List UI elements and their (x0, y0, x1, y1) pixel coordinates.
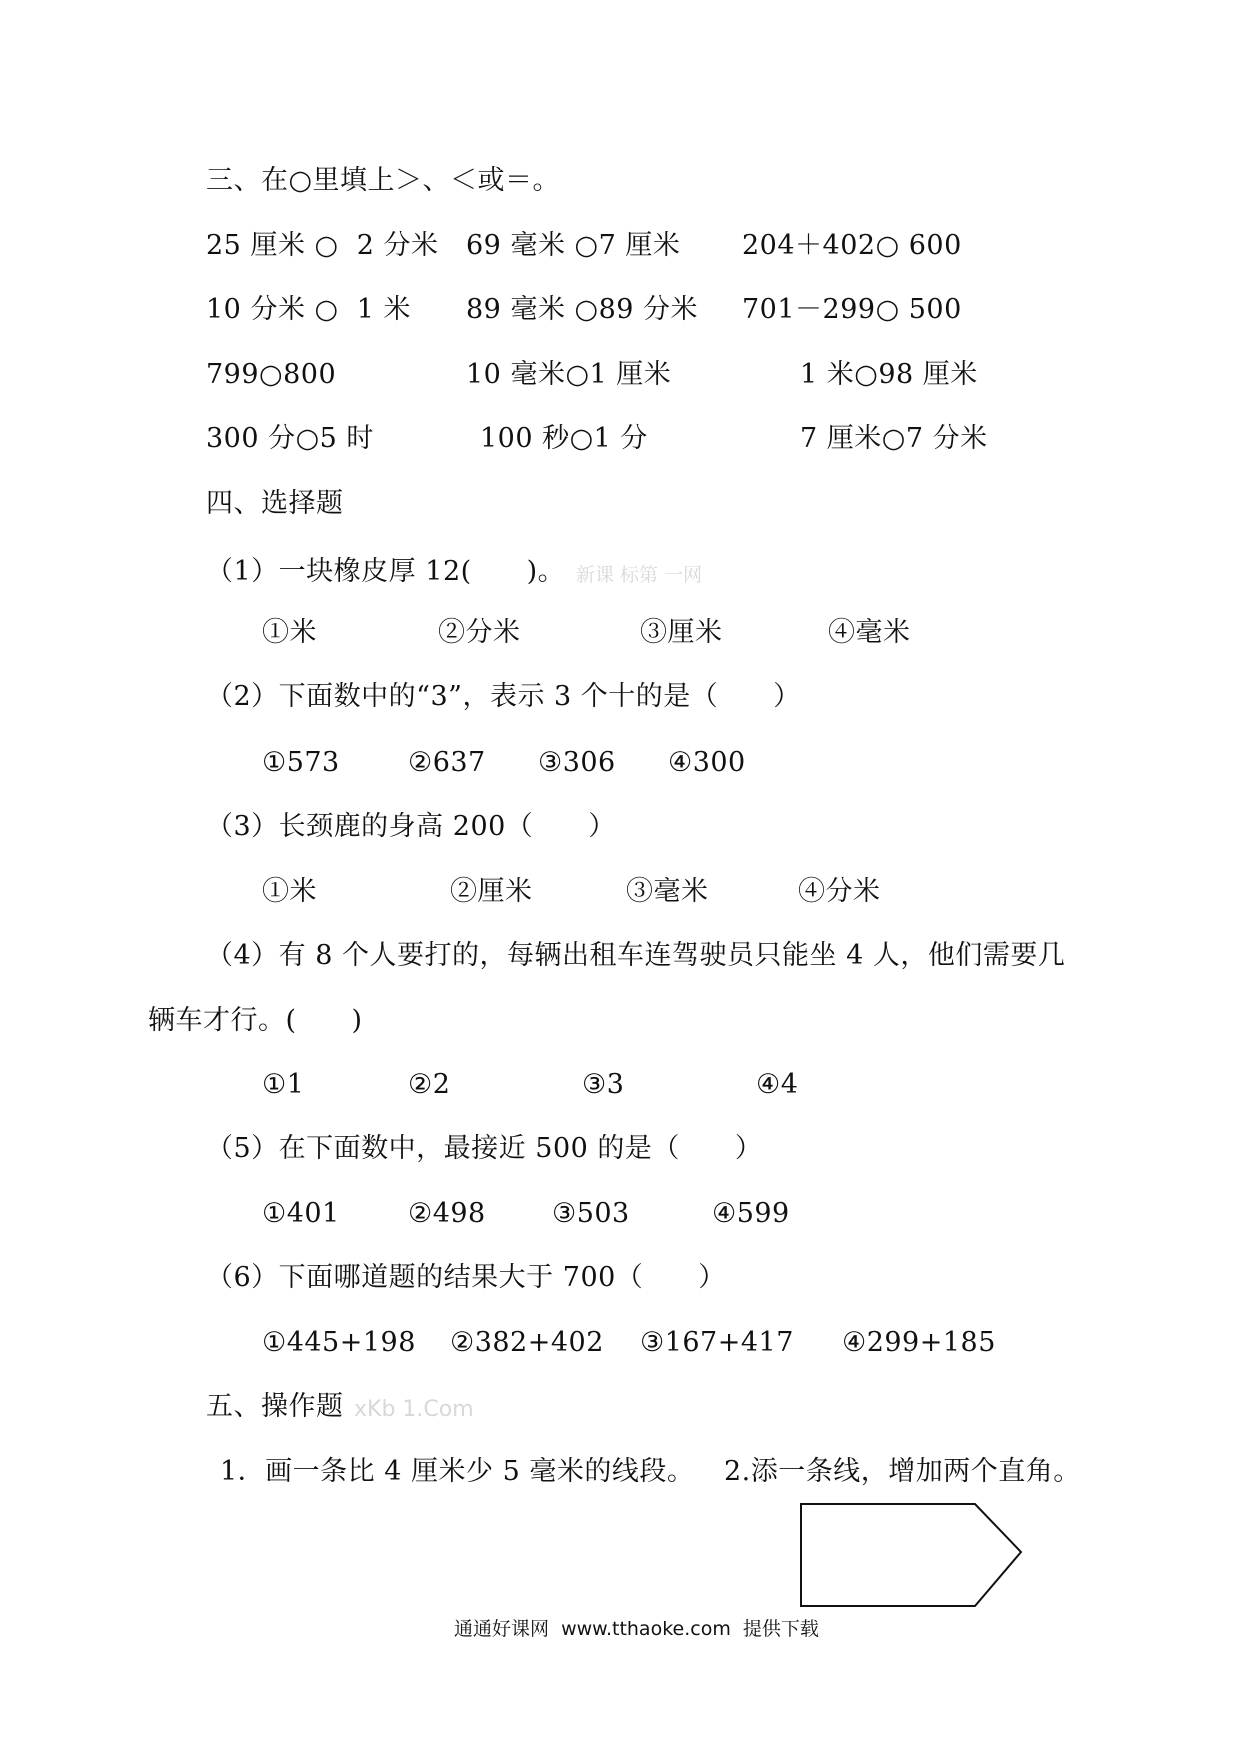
option-text: ③306 (538, 747, 616, 778)
option-text: ②637 (408, 747, 486, 778)
question-text: （3）长颈鹿的身高 200（ ） (206, 811, 616, 842)
option-text: ②厘米 (450, 876, 533, 907)
option-text: ③167+417 (640, 1327, 794, 1358)
option-text: ①1 (262, 1069, 305, 1100)
option-text: ③毫米 (626, 876, 709, 907)
option-text: ④毫米 (828, 617, 911, 648)
compare-item: 7 厘米○7 分米 (800, 423, 988, 454)
compare-item: 300 分○5 时 (206, 423, 374, 454)
operation-item: 2.添一条线，增加两个直角。 (724, 1456, 1081, 1487)
question-text: （1）一块橡皮厚 12( )。 (206, 556, 566, 587)
compare-item: 701－299○ 500 (742, 294, 962, 325)
compare-item: 10 分米 ○ 1 米 (206, 294, 412, 325)
compare-item: 10 毫米○1 厘米 (466, 359, 672, 390)
option-text: ①445+198 (262, 1327, 416, 1358)
question-text: （6）下面哪道题的结果大于 700（ ） (206, 1262, 726, 1293)
option-text: ③厘米 (640, 617, 723, 648)
option-text: ②2 (408, 1069, 451, 1100)
option-text: ①401 (262, 1198, 340, 1229)
option-text: ②分米 (438, 617, 521, 648)
compare-item: 100 秒○1 分 (480, 423, 648, 454)
question-text: （2）下面数中的“3”，表示 3 个十的是（ ） (206, 681, 801, 712)
compare-item: 799○800 (206, 359, 337, 390)
compare-item: 69 毫米 ○7 厘米 (466, 230, 681, 261)
option-text: ④4 (756, 1069, 799, 1100)
option-text: ③3 (582, 1069, 625, 1100)
question-text: （5）在下面数中，最接近 500 的是（ ） (206, 1133, 763, 1164)
question-text: （4）有 8 个人要打的，每辆出租车连驾驶员只能坐 4 人，他们需要几 (206, 940, 1066, 971)
footer-text: 通通好课网 www.tthaoke.com 提供下载 (454, 1618, 819, 1640)
compare-item: 89 毫米 ○89 分米 (466, 294, 699, 325)
option-text: ②498 (408, 1198, 486, 1229)
compare-item: 1 米○98 厘米 (800, 359, 978, 390)
option-text: ④299+185 (842, 1327, 996, 1358)
compare-item: 25 厘米 ○ 2 分米 (206, 230, 439, 261)
question-continuation: 辆车才行。( ) (148, 1005, 363, 1036)
pentagon-shape (800, 1503, 1032, 1608)
watermark-text: 新课 标第 一网 (576, 564, 703, 586)
watermark-text: xKb 1.Com (354, 1397, 474, 1422)
option-text: ①米 (262, 876, 317, 907)
option-text: ③503 (552, 1198, 630, 1229)
option-text: ④300 (668, 747, 746, 778)
option-text: ①573 (262, 747, 340, 778)
compare-item: 204＋402○ 600 (742, 230, 962, 261)
operation-item: 1．画一条比 4 厘米少 5 毫米的线段。 (220, 1456, 695, 1487)
section3-title: 三、在○里填上＞、＜或＝。 (206, 165, 561, 196)
section5-title: 五、操作题 (206, 1391, 344, 1422)
section4-title: 四、选择题 (206, 488, 344, 519)
option-text: ④599 (712, 1198, 790, 1229)
option-text: ④分米 (798, 876, 881, 907)
option-text: ①米 (262, 617, 317, 648)
option-text: ②382+402 (450, 1327, 604, 1358)
